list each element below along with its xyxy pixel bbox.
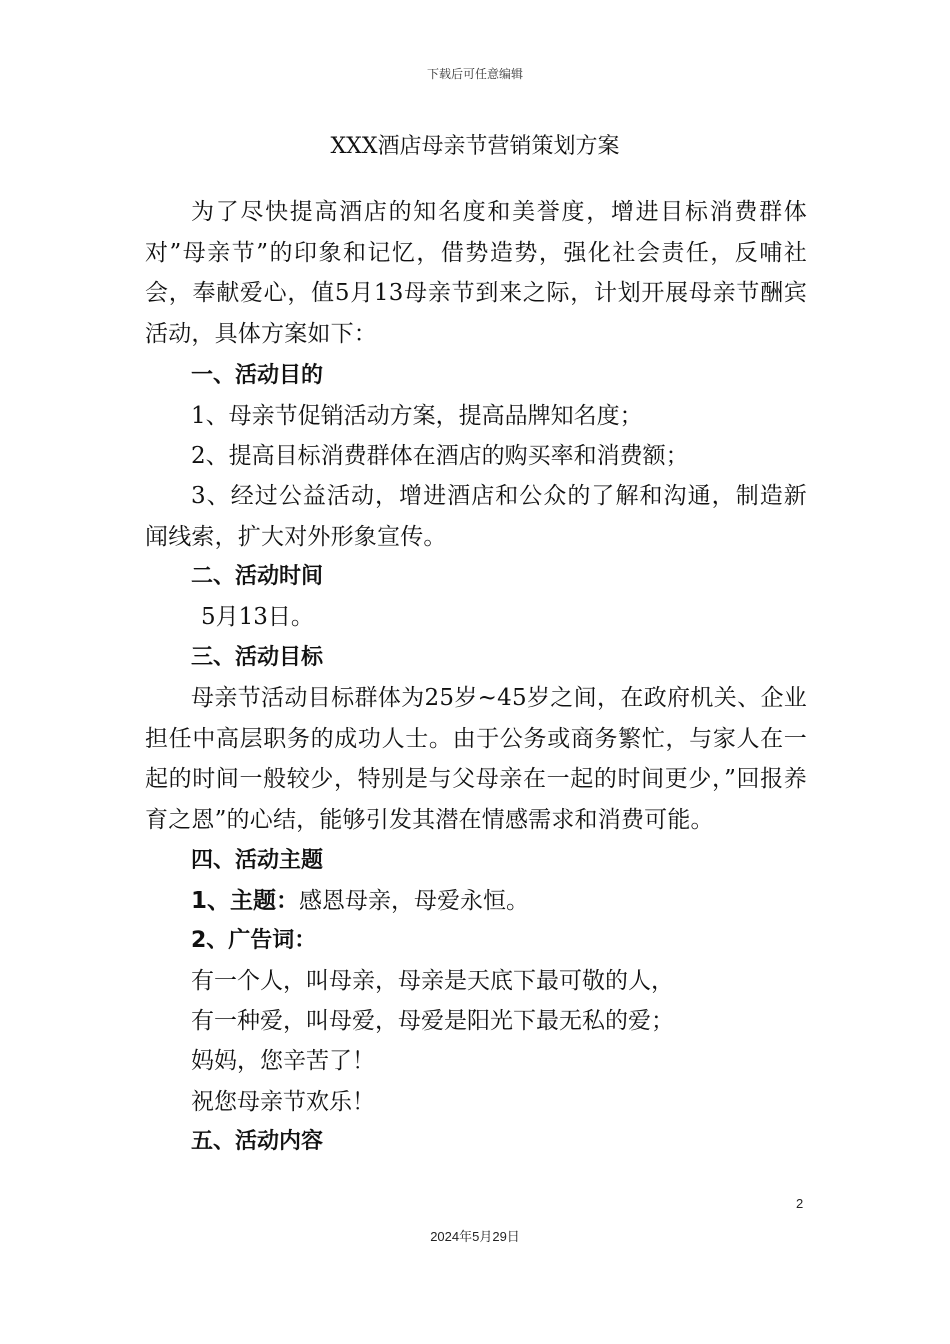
section-1-heading: 一、活动目的 (191, 363, 324, 388)
page-number: 2 (796, 1196, 804, 1211)
document-title: XXX酒店母亲节营销策划方案 (330, 134, 620, 159)
section-4-heading: 四、活动主题 (191, 848, 324, 873)
intro-paragraph: 为了尽快提高酒店的知名度和美誉度，增进目标消费群体对”母亲节”的印象和记忆，借势造势，强化社会责任，反哺社会，奉献爱心，值5月13母亲节到来之际，计划开展母亲节酬宾活动，具体方案如下： (145, 199, 807, 347)
slogan-label: 2、广告词： (191, 928, 317, 953)
theme-text: 感恩母亲，母爱永恒。 (299, 888, 530, 914)
section-3-heading: 三、活动目标 (191, 645, 324, 670)
footer-date: 2024年5月29日 (430, 1229, 520, 1244)
slogan-line-4: 祝您母亲节欢乐！ (191, 1089, 375, 1115)
theme-label: 1、主题： (191, 888, 300, 914)
slogan-line-2: 有一种爱，叫母爱，母爱是阳光下最无私的爱； (191, 1008, 674, 1034)
header-note: 下载后可任意编辑 (426, 67, 523, 81)
section-1-item-3: 3、经过公益活动，增进酒店和公众的了解和沟通，制造新闻线索，扩大对外形象宣传。 (145, 483, 807, 550)
section-5-heading: 五、活动内容 (191, 1129, 324, 1154)
section-1-item-2: 2、提高目标消费群体在酒店的购买率和消费额； (191, 443, 689, 469)
theme-line (191, 881, 529, 921)
slogan-line-1: 有一个人，叫母亲，母亲是天底下最可敬的人， (191, 968, 674, 994)
section-3-paragraph: 母亲节活动目标群体为25岁~45岁之间，在政府机关、企业担任中高层职务的成功人士。由于公务或商务繁忙，与家人在一起的时间一般较少，特别是与父母亲在一起的时间更少，”回报养育之恩”的心结，能够引发其潜在情感需求和消费可能。 (145, 685, 807, 833)
slogan-line-3: 妈妈，您辛苦了！ (191, 1048, 375, 1074)
section-2-text: 5月13日。 (201, 604, 314, 630)
section-1-item-1: 1、母亲节促销活动方案，提高品牌知名度； (191, 403, 643, 429)
section-2-heading: 二、活动时间 (191, 564, 324, 589)
